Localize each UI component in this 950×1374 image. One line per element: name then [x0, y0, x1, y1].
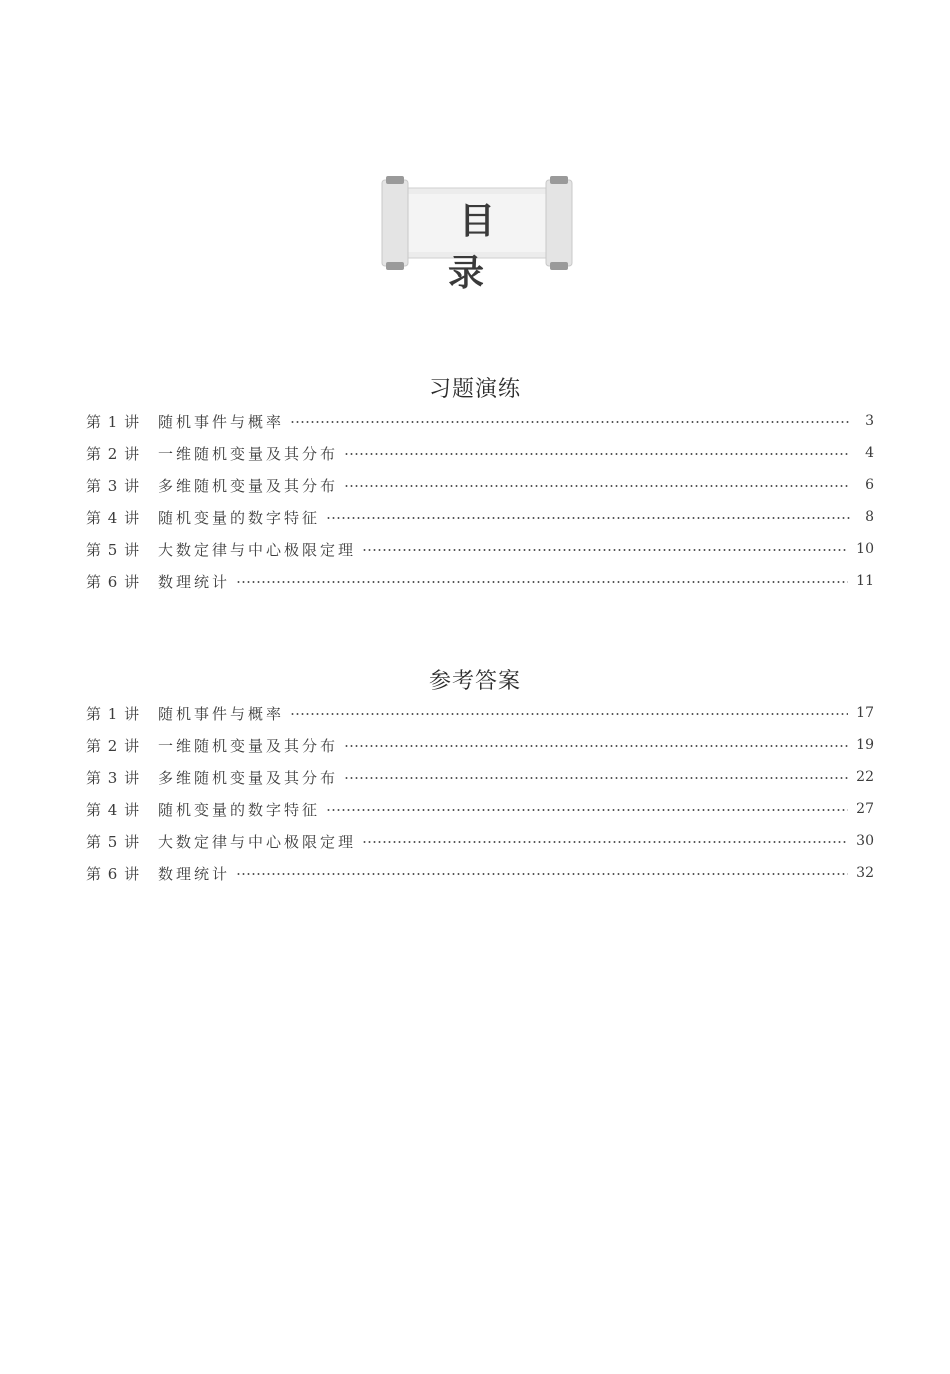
lecture-number: 第 3 讲: [86, 476, 141, 495]
page-number: 19: [856, 737, 874, 753]
page-number: 17: [856, 705, 874, 721]
toc-entry[interactable]: [86, 729, 874, 761]
toc-entry[interactable]: [86, 857, 874, 889]
lecture-number: 第 5 讲: [86, 540, 141, 559]
toc-list-exercises: [86, 405, 874, 597]
toc-entry[interactable]: [86, 697, 874, 729]
toc-entry[interactable]: [86, 405, 874, 437]
leader-dots: [344, 453, 850, 455]
lecture-number: 第 6 讲: [86, 864, 141, 883]
lecture-title: 数理统计: [158, 864, 231, 883]
leader-dots: [326, 517, 850, 519]
lecture-title: 随机事件与概率: [158, 704, 285, 723]
leader-dots: [362, 841, 848, 843]
page-number: 22: [856, 769, 874, 785]
lecture-title: 多维随机变量及其分布: [158, 768, 339, 787]
leader-dots: [326, 809, 848, 811]
toc-entry[interactable]: [86, 469, 874, 501]
lecture-number: 第 3 讲: [86, 768, 141, 787]
lecture-title: 大数定律与中心极限定理: [158, 540, 357, 559]
lecture-title: 大数定律与中心极限定理: [158, 832, 357, 851]
lecture-title: 多维随机变量及其分布: [158, 476, 339, 495]
leader-dots: [344, 745, 848, 747]
page-number: 8: [865, 509, 874, 525]
page-number: 10: [856, 541, 874, 557]
toc-entry[interactable]: [86, 533, 874, 565]
toc-title-scroll: [380, 174, 574, 294]
page-number: 11: [856, 573, 874, 589]
lecture-title: 数理统计: [158, 572, 231, 591]
lecture-number: 第 4 讲: [86, 800, 141, 819]
toc-entry[interactable]: [86, 565, 874, 597]
toc-entry[interactable]: [86, 761, 874, 793]
leader-dots: [362, 549, 848, 551]
page-number: 3: [865, 413, 874, 429]
lecture-title: 一维随机变量及其分布: [158, 444, 339, 463]
leader-dots: [236, 581, 848, 583]
toc-list-answers: [86, 697, 874, 889]
leader-dots: [236, 873, 848, 875]
lecture-title: 随机变量的数字特征: [158, 800, 321, 819]
lecture-number: 第 1 讲: [86, 412, 141, 431]
lecture-number: 第 5 讲: [86, 832, 141, 851]
toc-entry[interactable]: [86, 501, 874, 533]
section-title-answers: 参考答案: [428, 669, 521, 694]
toc-entry[interactable]: [86, 825, 874, 857]
lecture-number: 第 6 讲: [86, 572, 141, 591]
section-title-exercises: 习题演练: [428, 377, 521, 402]
page-number: 6: [865, 477, 874, 493]
leader-dots: [290, 713, 848, 715]
leader-dots: [290, 421, 850, 423]
lecture-number: 第 2 讲: [86, 444, 141, 463]
page-number: 32: [856, 865, 874, 881]
toc-entry[interactable]: [86, 437, 874, 469]
lecture-title: 随机变量的数字特征: [158, 508, 321, 527]
page-number: 30: [856, 833, 874, 849]
page-title: 目 录: [447, 201, 517, 294]
lecture-number: 第 2 讲: [86, 736, 141, 755]
lecture-number: 第 4 讲: [86, 508, 141, 527]
lecture-title: 一维随机变量及其分布: [158, 736, 339, 755]
toc-entry[interactable]: [86, 793, 874, 825]
page-number: 27: [856, 801, 874, 817]
lecture-title: 随机事件与概率: [158, 412, 285, 431]
leader-dots: [344, 485, 850, 487]
leader-dots: [344, 777, 848, 779]
lecture-number: 第 1 讲: [86, 704, 141, 723]
page-number: 4: [865, 445, 874, 461]
